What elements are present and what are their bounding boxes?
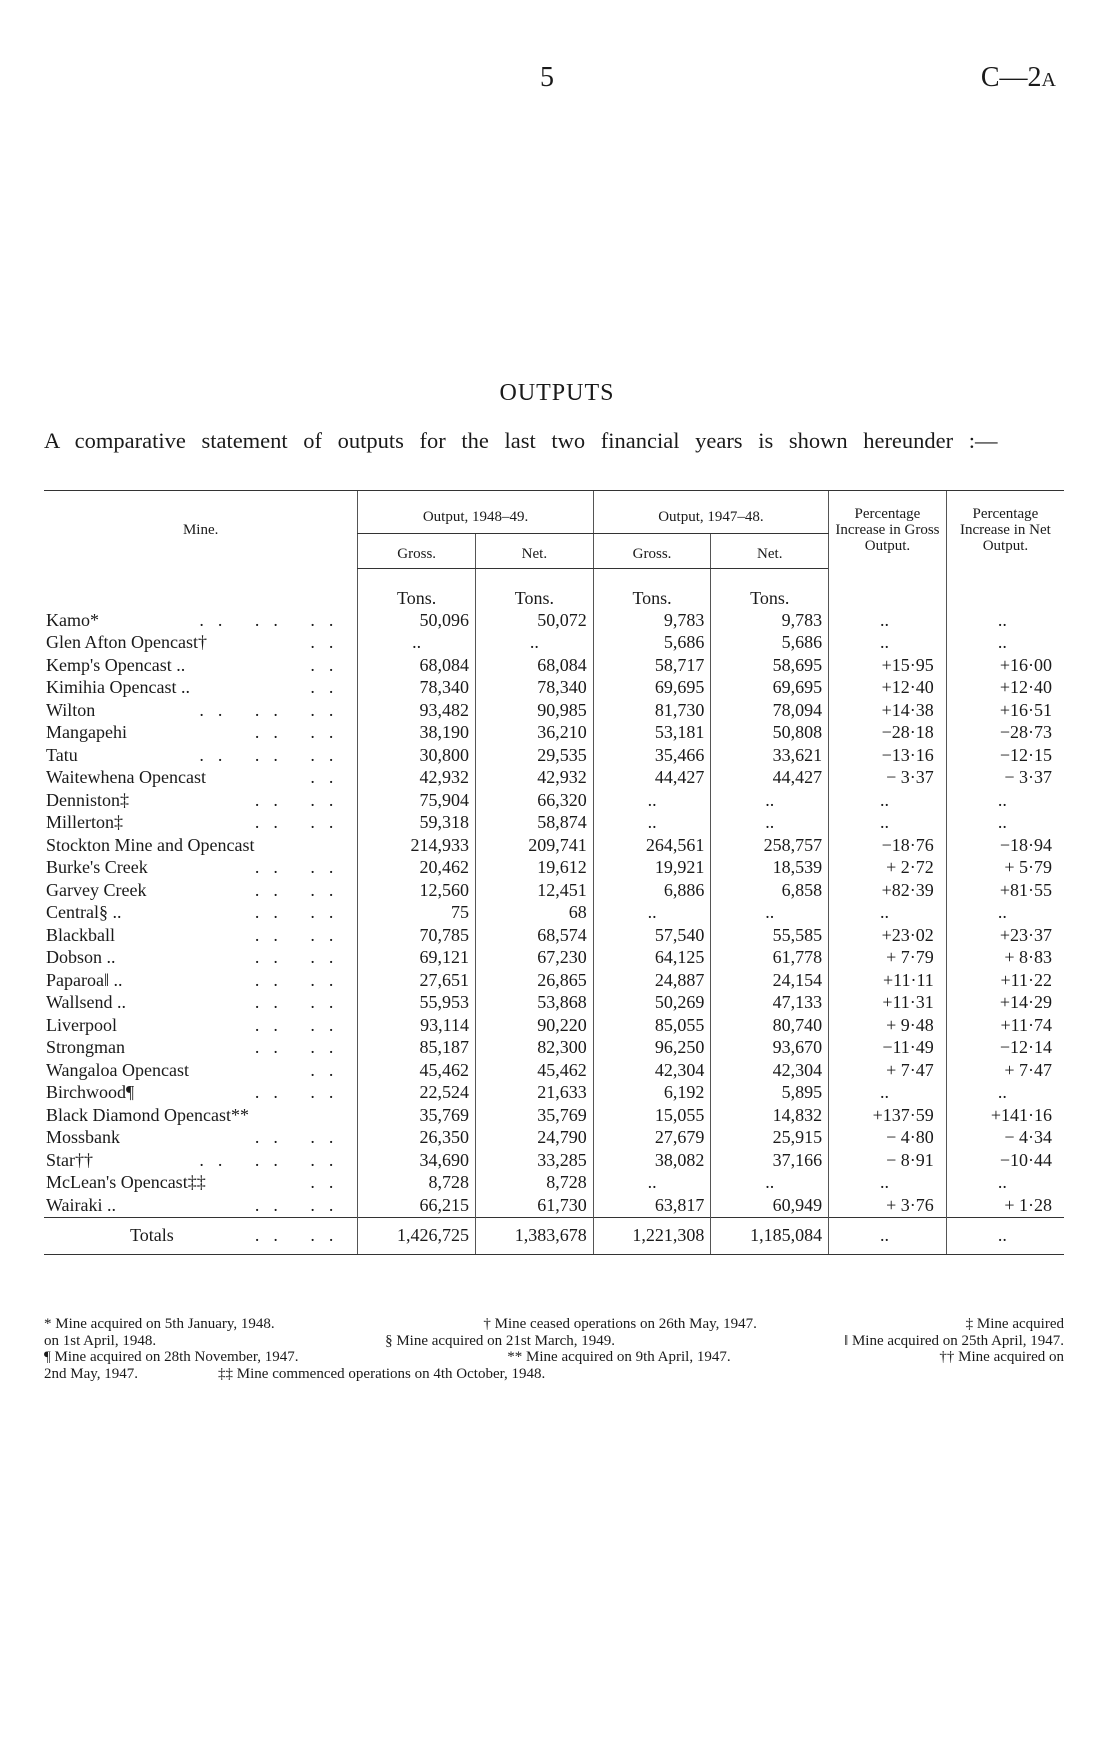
footnote: ‡ Mine acquired <box>965 1316 1064 1332</box>
column-group-1947: Output, 1947–48. <box>593 491 828 534</box>
net-1947-cell: 55,585 <box>711 924 829 947</box>
unit-label: Tons. <box>593 569 711 610</box>
document-code <box>981 62 1056 94</box>
column-header-gross-1947: Gross. <box>593 534 711 569</box>
gross-1948-cell: 66,215 <box>358 1194 476 1217</box>
footnote-line <box>44 1316 1064 1333</box>
net-1948-cell: 68 <box>476 902 594 925</box>
net-1947-cell: 33,621 <box>711 744 829 767</box>
pct-gross-cell: + 7·47 <box>829 1059 947 1082</box>
gross-1947-cell: 64,125 <box>593 947 711 970</box>
net-1947-cell: 78,094 <box>711 699 829 722</box>
leader-dots: .. <box>310 677 348 698</box>
pct-gross-cell: +11·11 <box>829 969 947 992</box>
mine-name: Wallsend .. .. .. <box>46 992 348 1013</box>
mine-name: Kimihia Opencast .. .. <box>46 677 348 698</box>
footnote: ¶ Mine acquired on 28th November, 1947. <box>44 1349 299 1365</box>
gross-1947-cell: .. <box>593 1172 711 1195</box>
gross-1948-cell: 26,350 <box>358 1127 476 1150</box>
gross-1948-cell: 70,785 <box>358 924 476 947</box>
table-row <box>44 789 1064 812</box>
pct-net-cell: + 7·47 <box>946 1059 1064 1082</box>
pct-net-cell: +23·37 <box>946 924 1064 947</box>
net-1948-cell: 78,340 <box>476 677 594 700</box>
gross-1947-cell: 85,055 <box>593 1014 711 1037</box>
gross-1947-cell: 63,817 <box>593 1194 711 1217</box>
mine-name: Wairaki .. .. .. <box>46 1194 348 1215</box>
leader-dots: .. <box>310 632 348 653</box>
footnote: †† Mine acquired on <box>939 1349 1064 1365</box>
gross-1948-cell: 85,187 <box>358 1037 476 1060</box>
gross-1948-cell: 42,932 <box>358 767 476 790</box>
leader-dots: .. .. <box>254 924 348 945</box>
table-row <box>44 1194 1064 1217</box>
gross-1947-cell: 57,540 <box>593 924 711 947</box>
mine-name: Millerton‡ .. .. <box>46 812 348 833</box>
table-body <box>44 569 1064 1218</box>
gross-1947-cell: 9,783 <box>593 609 711 632</box>
leader-dots: .. <box>310 1172 348 1193</box>
gross-1948-cell: 93,114 <box>358 1014 476 1037</box>
gross-1948-cell: 45,462 <box>358 1059 476 1082</box>
gross-1947-cell: 5,686 <box>593 632 711 655</box>
unit-label: Tons. <box>476 569 594 610</box>
net-1947-cell: 25,915 <box>711 1127 829 1150</box>
pct-net-cell: +141·16 <box>946 1104 1064 1127</box>
leader-dots: .. .. .. <box>199 744 348 765</box>
footnote: * Mine acquired on 5th January, 1948. <box>44 1316 275 1332</box>
pct-net-cell: .. <box>946 609 1064 632</box>
footnote: § Mine acquired on 21st March, 1949. <box>385 1332 616 1349</box>
pct-net-cell: + 8·83 <box>946 947 1064 970</box>
table-row <box>44 812 1064 835</box>
mine-name: Tatu .. .. .. <box>46 744 348 765</box>
mine-name: Stockton Mine and Opencast <box>46 834 255 855</box>
pct-net-cell: +14·29 <box>946 992 1064 1015</box>
table-row <box>44 677 1064 700</box>
pct-gross-cell: − 3·37 <box>829 767 947 790</box>
total-pct-gross: .. <box>829 1217 947 1254</box>
net-1947-cell: 47,133 <box>711 992 829 1015</box>
gross-1948-cell: 69,121 <box>358 947 476 970</box>
gross-1948-cell: 38,190 <box>358 722 476 745</box>
gross-1947-cell: .. <box>593 902 711 925</box>
table-row <box>44 1104 1064 1127</box>
pct-gross-cell: +11·31 <box>829 992 947 1015</box>
net-1948-cell: 24,790 <box>476 1127 594 1150</box>
footnote: on 1st April, 1948. <box>44 1332 157 1349</box>
footnote: † Mine ceased operations on 26th May, 1947. <box>483 1316 757 1332</box>
table-row <box>44 857 1064 880</box>
gross-1948-cell: 20,462 <box>358 857 476 880</box>
net-1947-cell: 37,166 <box>711 1149 829 1172</box>
net-1947-cell: 42,304 <box>711 1059 829 1082</box>
net-1948-cell: 19,612 <box>476 857 594 880</box>
gross-1948-cell: 22,524 <box>358 1082 476 1105</box>
pct-gross-cell: +137·59 <box>829 1104 947 1127</box>
gross-1947-cell: 6,886 <box>593 879 711 902</box>
gross-1948-cell: 75,904 <box>358 789 476 812</box>
pct-net-cell: −18·94 <box>946 834 1064 857</box>
column-header-pct-net: Percentage Increase in Net Output. <box>946 491 1064 569</box>
pct-net-cell: .. <box>946 789 1064 812</box>
net-1947-cell: 6,858 <box>711 879 829 902</box>
gross-1947-cell: 264,561 <box>593 834 711 857</box>
net-1947-cell: 5,895 <box>711 1082 829 1105</box>
table-row <box>44 699 1064 722</box>
net-1947-cell: 18,539 <box>711 857 829 880</box>
document-code-suffix: A <box>1041 69 1056 91</box>
gross-1948-cell: 12,560 <box>358 879 476 902</box>
pct-net-cell: + 5·79 <box>946 857 1064 880</box>
footnote: ‡‡ Mine commenced operations on 4th October, 1948. <box>218 1365 546 1382</box>
pct-net-cell: −12·14 <box>946 1037 1064 1060</box>
pct-net-cell: +16·00 <box>946 654 1064 677</box>
pct-gross-cell: −13·16 <box>829 744 947 767</box>
net-1947-cell: .. <box>711 1172 829 1195</box>
net-1947-cell: .. <box>711 789 829 812</box>
mine-name: Garvey Creek .. .. <box>46 879 348 900</box>
mine-name: Black Diamond Opencast** <box>46 1104 249 1125</box>
table-row <box>44 632 1064 655</box>
table-row <box>44 1037 1064 1060</box>
mine-name: Waitewhena Opencast .. <box>46 767 348 788</box>
leader-dots: .. .. .. <box>199 699 348 720</box>
mine-name: Mangapehi .. .. <box>46 722 348 743</box>
column-header-mine: Mine. <box>44 491 358 569</box>
mine-name: Liverpool .. .. <box>46 1014 348 1035</box>
gross-1947-cell: 50,269 <box>593 992 711 1015</box>
gross-1947-cell: 19,921 <box>593 857 711 880</box>
gross-1948-cell: 55,953 <box>358 992 476 1015</box>
gross-1947-cell: 35,466 <box>593 744 711 767</box>
net-1948-cell: 26,865 <box>476 969 594 992</box>
mine-name: Kamo* .. .. .. <box>46 609 348 630</box>
gross-1947-cell: 81,730 <box>593 699 711 722</box>
leader-dots: .. .. <box>254 722 348 743</box>
net-1948-cell: 53,868 <box>476 992 594 1015</box>
net-1948-cell: 67,230 <box>476 947 594 970</box>
pct-gross-cell: .. <box>829 1082 947 1105</box>
pct-gross-cell: + 2·72 <box>829 857 947 880</box>
pct-net-cell: .. <box>946 1172 1064 1195</box>
gross-1948-cell: 214,933 <box>358 834 476 857</box>
pct-gross-cell: + 9·48 <box>829 1014 947 1037</box>
net-1947-cell: 61,778 <box>711 947 829 970</box>
net-1948-cell: 12,451 <box>476 879 594 902</box>
pct-net-cell: − 4·34 <box>946 1127 1064 1150</box>
mine-name: Strongman .. .. <box>46 1037 348 1058</box>
pct-net-cell: .. <box>946 632 1064 655</box>
net-1948-cell: 66,320 <box>476 789 594 812</box>
column-header-gross-1948: Gross. <box>358 534 476 569</box>
net-1947-cell: 60,949 <box>711 1194 829 1217</box>
footnote: 2nd May, 1947. <box>44 1365 139 1382</box>
pct-gross-cell: − 4·80 <box>829 1127 947 1150</box>
leader-dots: .. .. <box>254 1194 348 1215</box>
page-number: 5 <box>540 62 554 93</box>
pct-gross-cell: − 8·91 <box>829 1149 947 1172</box>
net-1947-cell: 5,686 <box>711 632 829 655</box>
footnotes <box>44 1316 1064 1382</box>
mine-name: Burke's Creek .. .. <box>46 857 348 878</box>
totals-row <box>44 1217 1064 1254</box>
pct-gross-cell: +23·02 <box>829 924 947 947</box>
leader-dots: .. .. <box>254 1225 348 1245</box>
net-1947-cell: 14,832 <box>711 1104 829 1127</box>
mine-name: Kemp's Opencast .. .. <box>46 654 348 675</box>
net-1947-cell: .. <box>711 812 829 835</box>
pct-gross-cell: .. <box>829 789 947 812</box>
mine-name: Paparoa‖ .. .. .. <box>46 969 348 990</box>
net-1947-cell: 50,808 <box>711 722 829 745</box>
section-title: OUTPUTS <box>499 380 615 406</box>
total-net-1947: 1,185,084 <box>711 1217 829 1254</box>
pct-net-cell: +81·55 <box>946 879 1064 902</box>
pct-gross-cell: .. <box>829 1172 947 1195</box>
leader-dots: .. .. <box>254 879 348 900</box>
column-group-1948: Output, 1948–49. <box>358 491 593 534</box>
table-row <box>44 969 1064 992</box>
footnote: ** Mine acquired on 9th April, 1947. <box>507 1349 731 1365</box>
net-1948-cell: 35,769 <box>476 1104 594 1127</box>
gross-1947-cell: .. <box>593 812 711 835</box>
pct-gross-cell: .. <box>829 902 947 925</box>
gross-1947-cell: 42,304 <box>593 1059 711 1082</box>
pct-gross-cell: −28·18 <box>829 722 947 745</box>
gross-1948-cell: 59,318 <box>358 812 476 835</box>
intro-paragraph: A comparative statement of outputs for the last two financial years is shown hereunder :— <box>44 428 998 453</box>
leader-dots: .. .. <box>254 812 348 833</box>
mine-name: Dobson .. .. .. <box>46 947 348 968</box>
gross-1947-cell: 53,181 <box>593 722 711 745</box>
table-row <box>44 654 1064 677</box>
mine-name: McLean's Opencast‡‡ .. <box>46 1172 348 1193</box>
gross-1948-cell: 35,769 <box>358 1104 476 1127</box>
leader-dots: .. .. <box>254 1014 348 1035</box>
pct-net-cell: .. <box>946 1082 1064 1105</box>
units-row <box>44 569 1064 610</box>
net-1948-cell: 209,741 <box>476 834 594 857</box>
leader-dots: .. .. <box>254 902 348 923</box>
pct-net-cell: .. <box>946 902 1064 925</box>
net-1947-cell: 58,695 <box>711 654 829 677</box>
pct-net-cell: .. <box>946 812 1064 835</box>
leader-dots: .. .. <box>254 1127 348 1148</box>
gross-1947-cell: 96,250 <box>593 1037 711 1060</box>
table-row <box>44 947 1064 970</box>
pct-net-cell: + 1·28 <box>946 1194 1064 1217</box>
leader-dots: .. <box>310 767 348 788</box>
gross-1948-cell: 75 <box>358 902 476 925</box>
table-row <box>44 834 1064 857</box>
footnote-line <box>44 1333 1064 1350</box>
net-1947-cell: 9,783 <box>711 609 829 632</box>
document-code-main: C—2 <box>980 62 1042 93</box>
net-1948-cell: .. <box>476 632 594 655</box>
table-row <box>44 744 1064 767</box>
footnote: ‖ Mine acquired on 25th April, 1947. <box>843 1332 1064 1349</box>
gross-1947-cell: 58,717 <box>593 654 711 677</box>
pct-gross-cell: + 3·76 <box>829 1194 947 1217</box>
mine-name: Glen Afton Opencast† .. <box>46 632 348 653</box>
gross-1947-cell: 24,887 <box>593 969 711 992</box>
pct-gross-cell: .. <box>829 812 947 835</box>
pct-net-cell: −28·73 <box>946 722 1064 745</box>
gross-1947-cell: 38,082 <box>593 1149 711 1172</box>
net-1947-cell: 69,695 <box>711 677 829 700</box>
net-1948-cell: 68,574 <box>476 924 594 947</box>
table-row <box>44 609 1064 632</box>
total-pct-net: .. <box>946 1217 1064 1254</box>
table-row <box>44 992 1064 1015</box>
table-row <box>44 924 1064 947</box>
footnote-line <box>44 1366 1064 1383</box>
leader-dots: .. <box>310 1059 348 1080</box>
column-header-net-1948: Net. <box>476 534 594 569</box>
leader-dots: .. .. <box>254 857 348 878</box>
net-1948-cell: 45,462 <box>476 1059 594 1082</box>
gross-1948-cell: 78,340 <box>358 677 476 700</box>
net-1948-cell: 90,985 <box>476 699 594 722</box>
leader-dots: .. .. <box>254 789 348 810</box>
table-row <box>44 767 1064 790</box>
gross-1948-cell: 93,482 <box>358 699 476 722</box>
net-1947-cell: .. <box>711 902 829 925</box>
pct-net-cell: +11·74 <box>946 1014 1064 1037</box>
gross-1948-cell: 34,690 <box>358 1149 476 1172</box>
footnote-line <box>44 1349 1064 1366</box>
mine-name: Mossbank .. .. <box>46 1127 348 1148</box>
outputs-table <box>44 490 1064 1255</box>
unit-label: Tons. <box>358 569 476 610</box>
mine-name: Central§ .. .. .. <box>46 902 348 923</box>
mine-name: Star†† .. .. .. <box>46 1149 348 1170</box>
pct-gross-cell: +82·39 <box>829 879 947 902</box>
pct-gross-cell: −18·76 <box>829 834 947 857</box>
gross-1948-cell: 30,800 <box>358 744 476 767</box>
pct-net-cell: −12·15 <box>946 744 1064 767</box>
mine-name: Birchwood¶ .. .. <box>46 1082 348 1103</box>
pct-gross-cell: + 7·79 <box>829 947 947 970</box>
gross-1948-cell: 50,096 <box>358 609 476 632</box>
leader-dots: .. .. <box>254 1037 348 1058</box>
total-gross-1947: 1,221,308 <box>593 1217 711 1254</box>
table-row <box>44 1149 1064 1172</box>
pct-gross-cell: .. <box>829 609 947 632</box>
gross-1948-cell: 8,728 <box>358 1172 476 1195</box>
table-row <box>44 1014 1064 1037</box>
gross-1947-cell: 27,679 <box>593 1127 711 1150</box>
total-net-1948: 1,383,678 <box>476 1217 594 1254</box>
net-1948-cell: 68,084 <box>476 654 594 677</box>
net-1948-cell: 33,285 <box>476 1149 594 1172</box>
pct-gross-cell: .. <box>829 632 947 655</box>
gross-1947-cell: 15,055 <box>593 1104 711 1127</box>
pct-net-cell: − 3·37 <box>946 767 1064 790</box>
totals-label: Totals .. .. <box>44 1217 358 1254</box>
table-row <box>44 1172 1064 1195</box>
gross-1948-cell: 27,651 <box>358 969 476 992</box>
net-1947-cell: 258,757 <box>711 834 829 857</box>
pct-net-cell: +12·40 <box>946 677 1064 700</box>
mine-name: Wilton .. .. .. <box>46 699 348 720</box>
net-1948-cell: 58,874 <box>476 812 594 835</box>
net-1947-cell: 80,740 <box>711 1014 829 1037</box>
pct-net-cell: −10·44 <box>946 1149 1064 1172</box>
leader-dots: .. .. .. <box>199 1149 348 1170</box>
table-row <box>44 1127 1064 1150</box>
table-row <box>44 1059 1064 1082</box>
unit-label: Tons. <box>711 569 829 610</box>
net-1947-cell: 44,427 <box>711 767 829 790</box>
mine-name: Wangaloa Opencast .. <box>46 1059 348 1080</box>
total-gross-1948: 1,426,725 <box>358 1217 476 1254</box>
net-1948-cell: 42,932 <box>476 767 594 790</box>
pct-net-cell: +16·51 <box>946 699 1064 722</box>
gross-1947-cell: 6,192 <box>593 1082 711 1105</box>
table-row <box>44 722 1064 745</box>
column-header-net-1947: Net. <box>711 534 829 569</box>
net-1948-cell: 21,633 <box>476 1082 594 1105</box>
gross-1947-cell: 69,695 <box>593 677 711 700</box>
net-1947-cell: 93,670 <box>711 1037 829 1060</box>
leader-dots: .. .. <box>254 992 348 1013</box>
leader-dots: .. <box>310 654 348 675</box>
net-1948-cell: 36,210 <box>476 722 594 745</box>
gross-1948-cell: 68,084 <box>358 654 476 677</box>
net-1948-cell: 29,535 <box>476 744 594 767</box>
leader-dots: .. .. <box>254 1082 348 1103</box>
mine-name: Denniston‡ .. .. <box>46 789 348 810</box>
pct-net-cell: +11·22 <box>946 969 1064 992</box>
table-row <box>44 1082 1064 1105</box>
pct-gross-cell: +15·95 <box>829 654 947 677</box>
leader-dots: .. .. <box>254 969 348 990</box>
gross-1947-cell: .. <box>593 789 711 812</box>
gross-1947-cell: 44,427 <box>593 767 711 790</box>
net-1948-cell: 8,728 <box>476 1172 594 1195</box>
mine-name: Blackball .. .. <box>46 924 348 945</box>
pct-gross-cell: +12·40 <box>829 677 947 700</box>
net-1947-cell: 24,154 <box>711 969 829 992</box>
net-1948-cell: 82,300 <box>476 1037 594 1060</box>
table-row <box>44 902 1064 925</box>
column-header-pct-gross: Percentage Increase in Gross Output. <box>829 491 947 569</box>
net-1948-cell: 50,072 <box>476 609 594 632</box>
leader-dots: .. .. .. <box>199 609 348 630</box>
net-1948-cell: 90,220 <box>476 1014 594 1037</box>
pct-gross-cell: −11·49 <box>829 1037 947 1060</box>
net-1948-cell: 61,730 <box>476 1194 594 1217</box>
gross-1948-cell: .. <box>358 632 476 655</box>
pct-gross-cell: +14·38 <box>829 699 947 722</box>
table-row <box>44 879 1064 902</box>
leader-dots: .. .. <box>254 947 348 968</box>
